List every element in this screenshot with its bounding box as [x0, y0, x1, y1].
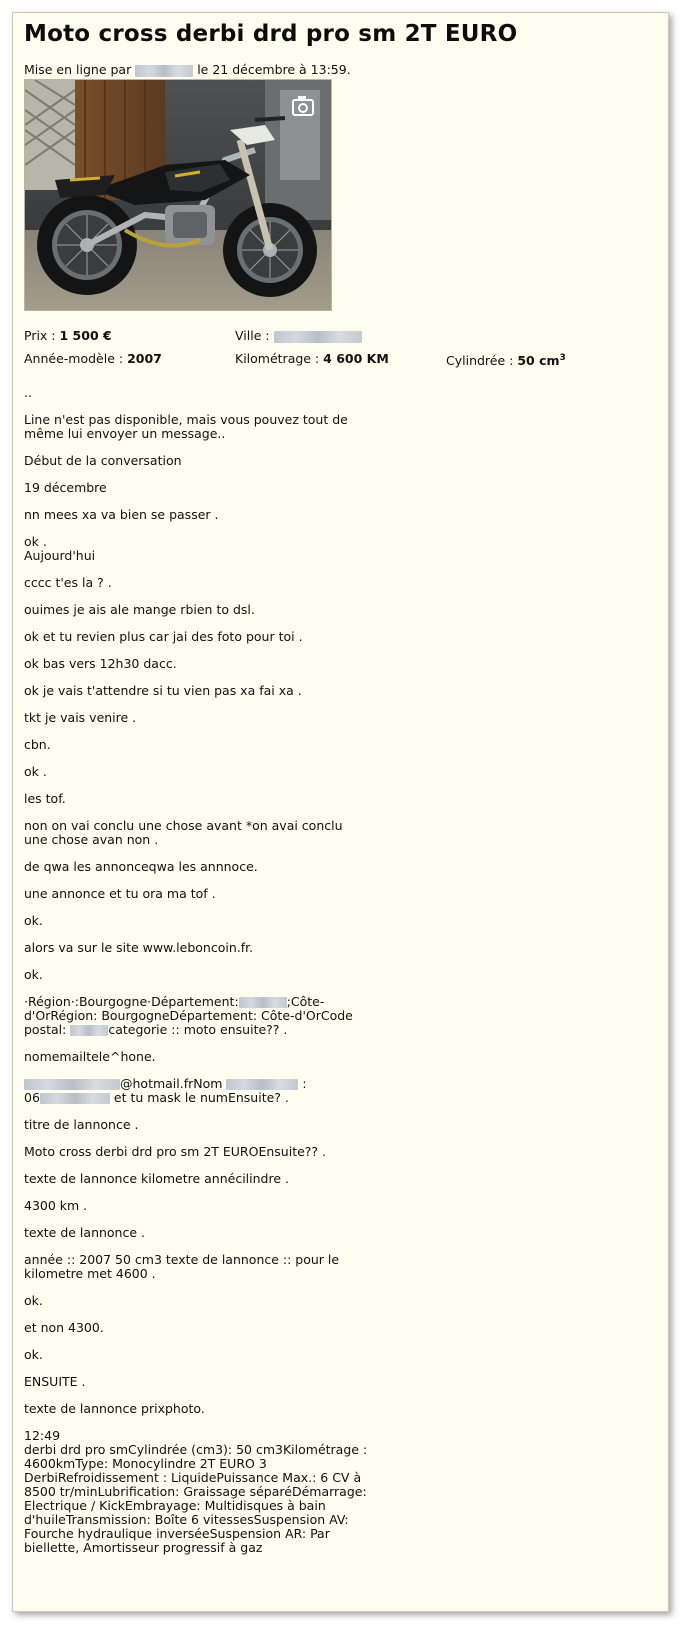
- message-nomemail: nomemailtele^hone.: [24, 1049, 156, 1064]
- ad-description: [24, 386, 369, 1568]
- message-line: alors va sur le site www.leboncoin.fr.: [24, 940, 254, 955]
- message-line: les tof.: [24, 791, 66, 806]
- message-line: ok bas vers 12h30 dacc.: [24, 656, 177, 671]
- message-line: titre de lannonce .: [24, 1117, 139, 1132]
- message-line: ..: [24, 385, 32, 400]
- price-value: 1 500 €: [59, 328, 112, 343]
- message-line: ok . Aujourd'hui: [24, 534, 96, 563]
- mileage-value: 4 600 KM: [323, 351, 389, 366]
- ad-card: [12, 12, 669, 1612]
- message-line: cbn.: [24, 737, 51, 752]
- redacted-name: [226, 1079, 298, 1090]
- message-line: 12:49 derbi drd pro smCylindrée (cm3): 50 cm3Kilométrage : 4600kmType: Monocylindre 2T EURO 3 DerbiRefroidissement : LiquidePuissance Max.: 6 CV à 8500 tr/minLubrification: Graissage séparéDémarrage: Electrique / KickEmbrayage: Multidisques à bain d'huileTransmission: Boîte 6 vitessesSuspension AV: Fourche hydraulique inverséeSuspension AR: Par biellette, Amortisseur progressif à gaz: [24, 1428, 368, 1555]
- message-line: et non 4300.: [24, 1320, 104, 1335]
- redacted-username: [135, 65, 193, 77]
- ad-posted-info: [24, 62, 351, 77]
- message-line: ENSUITE .: [24, 1374, 86, 1389]
- message-line: ok.: [24, 967, 43, 982]
- message-line: texte de lannonce .: [24, 1225, 145, 1240]
- message-line: Début de la conversation: [24, 453, 182, 468]
- message-line: texte de lannonce kilometre annécilindre .: [24, 1171, 289, 1186]
- message-line: nn mees xa va bien se passer .: [24, 507, 219, 522]
- ad-title: Moto cross derbi drd pro sm 2T EURO: [24, 21, 518, 47]
- message-region: ·Région·:Bourgogne·Département: ;Côte-d'OrRégion: BourgogneDépartement: Côte-d'OrCode postal: categorie :: moto ensuite?? .: [24, 994, 353, 1037]
- message-list-continued: [24, 1118, 369, 1555]
- message-line: Moto cross derbi drd pro sm 2T EUROEnsuite?? .: [24, 1144, 326, 1159]
- year-value: 2007: [127, 351, 162, 366]
- motorcycle-photo[interactable]: [24, 79, 332, 311]
- message-line: texte de lannonce prixphoto.: [24, 1401, 205, 1416]
- message-line: ok et tu revien plus car jai des foto pour toi .: [24, 629, 303, 644]
- displacement-value: 50 $cm^3$: [517, 353, 566, 369]
- redacted-postcode: [70, 1025, 108, 1036]
- message-list: [24, 386, 369, 982]
- message-line: 19 décembre: [24, 480, 107, 495]
- message-line: année :: 2007 50 cm3 texte de lannonce :: pour le kilometre met 4600 .: [24, 1252, 340, 1281]
- city-label: Ville :: [235, 328, 270, 343]
- mileage-label: Kilométrage :: [235, 351, 320, 366]
- redacted-department: [239, 997, 287, 1008]
- message-line: ok.: [24, 913, 43, 928]
- price-field: [24, 328, 112, 343]
- redacted-phone: [40, 1093, 110, 1104]
- displacement-field: [446, 353, 566, 368]
- posted-date: le 21 décembre à 13:59.: [197, 62, 351, 77]
- year-label: Année-modèle :: [24, 351, 124, 366]
- message-line: ok.: [24, 1347, 43, 1362]
- message-line: tkt je vais venire .: [24, 710, 137, 725]
- message-line: ouimes je ais ale mange rbien to dsl.: [24, 602, 255, 617]
- message-line: ok .: [24, 764, 47, 779]
- posted-by-label: Mise en ligne par: [24, 62, 132, 77]
- city-field: [235, 328, 362, 343]
- year-field: [24, 351, 162, 366]
- price-label: Prix :: [24, 328, 56, 343]
- message-line: une annonce et tu ora ma tof .: [24, 886, 216, 901]
- message-line: ok je vais t'attendre si tu vien pas xa fai xa .: [24, 683, 302, 698]
- mileage-field: [235, 351, 389, 366]
- displacement-label: Cylindrée :: [446, 353, 514, 369]
- message-line: 4300 km .: [24, 1198, 88, 1213]
- message-line: Line n'est pas disponible, mais vous pouvez tout de même lui envoyer un message..: [24, 412, 348, 441]
- message-email: @hotmail.frNom : 06 et tu mask le numEnsuite? .: [24, 1076, 307, 1105]
- redacted-city: [274, 331, 362, 343]
- message-line: cccc t'es la ? .: [24, 575, 112, 590]
- message-line: non on vai conclu une chose avant *on avai conclu une chose avan non .: [24, 818, 343, 847]
- message-line: de qwa les annonceqwa les annnoce.: [24, 859, 258, 874]
- message-line: ok.: [24, 1293, 43, 1308]
- redacted-email-user: [24, 1079, 120, 1090]
